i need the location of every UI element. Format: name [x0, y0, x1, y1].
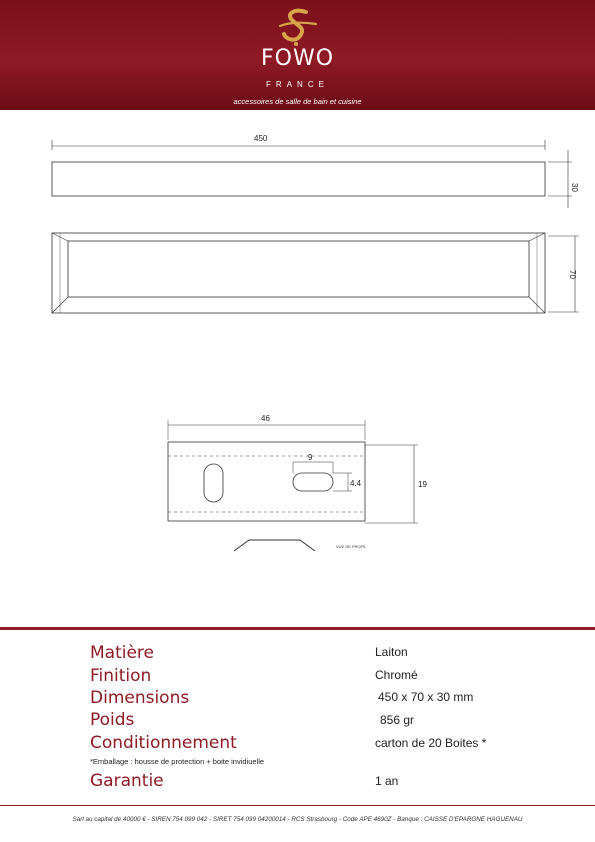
- slot-width-label: 9: [308, 453, 313, 462]
- brand-country: FRANCE: [266, 80, 329, 89]
- spec-value-finition: Chromé: [375, 668, 418, 682]
- front-height-label: 70: [568, 270, 577, 279]
- spec-value-matiere: Laiton: [375, 645, 408, 659]
- tagline: accessoires de salle de bain et cuisine: [233, 97, 362, 106]
- footer-divider: [0, 805, 595, 806]
- spec-value-poids: 856 gr: [380, 713, 415, 727]
- bracket-height-label: 19: [418, 480, 427, 489]
- top-height-label: 30: [570, 183, 579, 192]
- company-legal-footer: Sarl au capital de 40000 € - SIREN 754 099 042 - SIRET 754 099 04200014 - RCS Strasbourg - Code APE 4690Z - Banque : CAISSE D'EPARGNE HAGUENAU: [72, 816, 523, 823]
- spec-value-garantie: 1 an: [375, 774, 399, 788]
- bracket-view: [168, 420, 418, 551]
- top-view: [52, 140, 572, 208]
- top-width-label: 450: [254, 134, 268, 143]
- section-divider: [0, 627, 595, 630]
- spec-label-finition: Finition: [90, 666, 152, 686]
- profile-caption: VUE DE PROFIL: [336, 544, 367, 549]
- slot-height-label: 4.4: [350, 479, 362, 488]
- bracket-width-label: 46: [261, 414, 270, 423]
- fowo-logo-icon: [276, 6, 320, 48]
- spec-label-garantie: Garantie: [90, 771, 164, 791]
- spec-label-poids: Poids: [90, 710, 135, 730]
- technical-drawing: [0, 110, 595, 610]
- spec-value-conditionnement: carton de 20 Boites *: [375, 736, 487, 750]
- packaging-note: *Emballage : housse de protection + boite invidiuelle: [90, 757, 265, 766]
- spec-value-dimensions: 450 x 70 x 30 mm: [378, 690, 474, 704]
- brand-name: FOWO: [260, 46, 335, 71]
- spec-label-matiere: Matière: [90, 643, 155, 663]
- front-view: [52, 233, 579, 313]
- header-band: [0, 0, 595, 110]
- spec-label-dimensions: Dimensions: [90, 688, 190, 708]
- spec-label-conditionnement: Conditionnement: [90, 733, 237, 753]
